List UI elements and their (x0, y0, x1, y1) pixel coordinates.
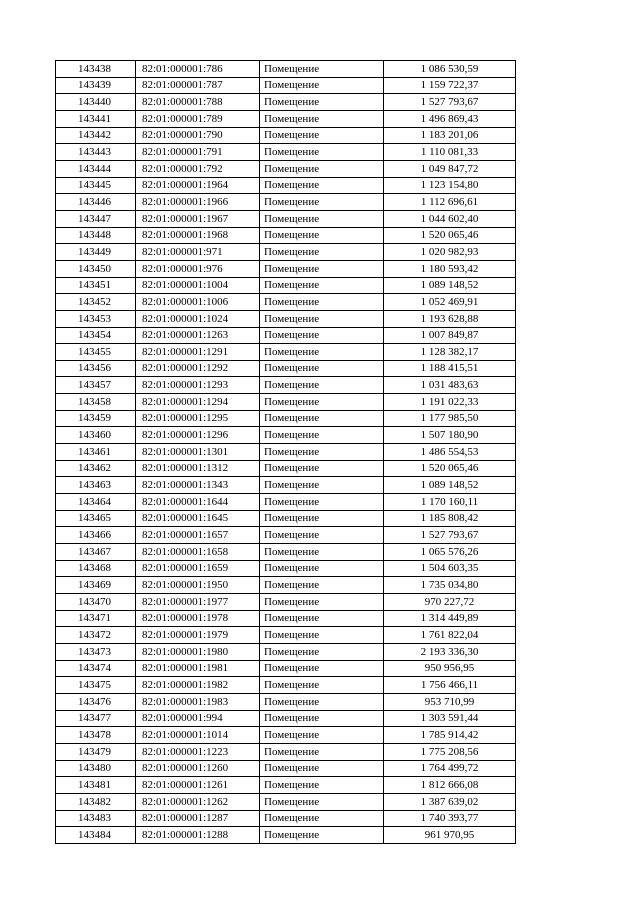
row-number-cell: 143439 (56, 77, 136, 94)
table-row (56, 827, 516, 844)
row-number-cell: 143440 (56, 94, 136, 111)
table-row (56, 77, 516, 94)
row-number-cell: 143461 (56, 444, 136, 461)
table-row (56, 727, 516, 744)
cadastral-value-cell: 1 303 591,44 (384, 710, 516, 727)
cadastral-value-cell: 1 089 148,52 (384, 477, 516, 494)
cadastral-value-cell: 1 183 201,06 (384, 127, 516, 144)
table-row (56, 777, 516, 794)
cadastral-value-cell: 1 740 393,77 (384, 810, 516, 827)
object-type-cell: Помещение (260, 577, 384, 594)
table-row (56, 210, 516, 227)
object-type-cell: Помещение (260, 327, 384, 344)
row-number-cell: 143472 (56, 627, 136, 644)
object-type-cell: Помещение (260, 177, 384, 194)
cadastral-value-cell: 1 031 483,63 (384, 377, 516, 394)
cadastral-number-cell: 82:01:000001:1014 (136, 727, 260, 744)
table-row (56, 660, 516, 677)
cadastral-value-cell: 1 775 208,56 (384, 743, 516, 760)
cadastral-value-cell: 1 756 466,11 (384, 677, 516, 694)
table-row (56, 160, 516, 177)
cadastral-number-cell: 82:01:000001:971 (136, 244, 260, 261)
object-type-cell: Помещение (260, 560, 384, 577)
object-type-cell: Помещение (260, 77, 384, 94)
object-type-cell: Помещение (260, 427, 384, 444)
cadastral-number-cell: 82:01:000001:1261 (136, 777, 260, 794)
cadastral-value-cell: 1 089 148,52 (384, 277, 516, 294)
cadastral-number-cell: 82:01:000001:1288 (136, 827, 260, 844)
cadastral-number-cell: 82:01:000001:1966 (136, 194, 260, 211)
row-number-cell: 143473 (56, 643, 136, 660)
object-type-cell: Помещение (260, 494, 384, 511)
object-type-cell: Помещение (260, 527, 384, 544)
cadastral-value-cell: 1 387 639,02 (384, 793, 516, 810)
cadastral-value-cell: 1 520 065,46 (384, 460, 516, 477)
cadastral-value-cell: 1 065 576,26 (384, 544, 516, 561)
cadastral-number-cell: 82:01:000001:1292 (136, 360, 260, 377)
cadastral-value-cell: 1 735 034,80 (384, 577, 516, 594)
object-type-cell: Помещение (260, 460, 384, 477)
table-row (56, 177, 516, 194)
cadastral-number-cell: 82:01:000001:1981 (136, 660, 260, 677)
row-number-cell: 143474 (56, 660, 136, 677)
object-type-cell: Помещение (260, 594, 384, 611)
object-type-cell: Помещение (260, 194, 384, 211)
row-number-cell: 143453 (56, 310, 136, 327)
cadastral-number-cell: 82:01:000001:1343 (136, 477, 260, 494)
cadastral-number-cell: 82:01:000001:786 (136, 61, 260, 78)
row-number-cell: 143480 (56, 760, 136, 777)
cadastral-value-cell: 1 507 180,90 (384, 427, 516, 444)
row-number-cell: 143452 (56, 294, 136, 311)
object-type-cell: Помещение (260, 410, 384, 427)
cadastral-number-cell: 82:01:000001:1006 (136, 294, 260, 311)
row-number-cell: 143456 (56, 360, 136, 377)
cadastral-number-cell: 82:01:000001:792 (136, 160, 260, 177)
cadastral-value-cell: 1 188 415,51 (384, 360, 516, 377)
row-number-cell: 143448 (56, 227, 136, 244)
table-row (56, 377, 516, 394)
cadastral-number-cell: 82:01:000001:1657 (136, 527, 260, 544)
table-row (56, 127, 516, 144)
row-number-cell: 143460 (56, 427, 136, 444)
cadastral-number-cell: 82:01:000001:976 (136, 260, 260, 277)
row-number-cell: 143438 (56, 61, 136, 78)
row-number-cell: 143481 (56, 777, 136, 794)
object-type-cell: Помещение (260, 477, 384, 494)
row-number-cell: 143445 (56, 177, 136, 194)
object-type-cell: Помещение (260, 127, 384, 144)
table-row (56, 810, 516, 827)
cadastral-value-cell: 953 710,99 (384, 693, 516, 710)
table-row (56, 643, 516, 660)
table-row (56, 277, 516, 294)
object-type-cell: Помещение (260, 743, 384, 760)
object-type-cell: Помещение (260, 693, 384, 710)
object-type-cell: Помещение (260, 510, 384, 527)
row-number-cell: 143450 (56, 260, 136, 277)
object-type-cell: Помещение (260, 227, 384, 244)
table-row (56, 410, 516, 427)
cadastral-number-cell: 82:01:000001:1644 (136, 494, 260, 511)
table-row (56, 544, 516, 561)
row-number-cell: 143466 (56, 527, 136, 544)
object-type-cell: Помещение (260, 377, 384, 394)
row-number-cell: 143478 (56, 727, 136, 744)
cadastral-number-cell: 82:01:000001:1295 (136, 410, 260, 427)
table-row (56, 427, 516, 444)
row-number-cell: 143465 (56, 510, 136, 527)
cadastral-value-cell: 1 128 382,17 (384, 344, 516, 361)
table-row (56, 693, 516, 710)
cadastral-number-cell: 82:01:000001:788 (136, 94, 260, 111)
table-row (56, 760, 516, 777)
cadastral-number-cell: 82:01:000001:1977 (136, 594, 260, 611)
cadastral-number-cell: 82:01:000001:787 (136, 77, 260, 94)
cadastral-value-cell: 1 049 847,72 (384, 160, 516, 177)
cadastral-value-cell: 1 496 869,43 (384, 110, 516, 127)
table-row (56, 627, 516, 644)
object-type-cell: Помещение (260, 61, 384, 78)
row-number-cell: 143441 (56, 110, 136, 127)
cadastral-number-cell: 82:01:000001:1983 (136, 693, 260, 710)
table-row (56, 144, 516, 161)
row-number-cell: 143443 (56, 144, 136, 161)
table-row (56, 194, 516, 211)
cadastral-value-table (55, 60, 516, 844)
cadastral-value-cell: 1 486 554,53 (384, 444, 516, 461)
table-row (56, 610, 516, 627)
object-type-cell: Помещение (260, 210, 384, 227)
row-number-cell: 143446 (56, 194, 136, 211)
cadastral-value-cell: 961 970,95 (384, 827, 516, 844)
table-row (56, 327, 516, 344)
object-type-cell: Помещение (260, 760, 384, 777)
object-type-cell: Помещение (260, 793, 384, 810)
cadastral-number-cell: 82:01:000001:1296 (136, 427, 260, 444)
cadastral-number-cell: 82:01:000001:1223 (136, 743, 260, 760)
object-type-cell: Помещение (260, 310, 384, 327)
table-row (56, 344, 516, 361)
table-row (56, 677, 516, 694)
row-number-cell: 143447 (56, 210, 136, 227)
object-type-cell: Помещение (260, 344, 384, 361)
cadastral-value-cell: 1 170 160,11 (384, 494, 516, 511)
cadastral-number-cell: 82:01:000001:1645 (136, 510, 260, 527)
table-row (56, 310, 516, 327)
row-number-cell: 143458 (56, 394, 136, 411)
table-row (56, 294, 516, 311)
table-row (56, 477, 516, 494)
cadastral-value-cell: 1 191 022,33 (384, 394, 516, 411)
object-type-cell: Помещение (260, 660, 384, 677)
cadastral-number-cell: 82:01:000001:789 (136, 110, 260, 127)
object-type-cell: Помещение (260, 260, 384, 277)
cadastral-number-cell: 82:01:000001:1979 (136, 627, 260, 644)
cadastral-value-cell: 1 812 666,08 (384, 777, 516, 794)
table-body (56, 61, 516, 844)
object-type-cell: Помещение (260, 110, 384, 127)
row-number-cell: 143455 (56, 344, 136, 361)
cadastral-value-cell: 1 112 696,61 (384, 194, 516, 211)
row-number-cell: 143483 (56, 810, 136, 827)
row-number-cell: 143479 (56, 743, 136, 760)
cadastral-value-cell: 1 052 469,91 (384, 294, 516, 311)
cadastral-number-cell: 82:01:000001:1004 (136, 277, 260, 294)
object-type-cell: Помещение (260, 544, 384, 561)
cadastral-value-cell: 1 193 628,88 (384, 310, 516, 327)
cadastral-number-cell: 82:01:000001:1978 (136, 610, 260, 627)
object-type-cell: Помещение (260, 277, 384, 294)
table-row (56, 710, 516, 727)
cadastral-value-cell: 1 520 065,46 (384, 227, 516, 244)
cadastral-number-cell: 82:01:000001:1950 (136, 577, 260, 594)
object-type-cell: Помещение (260, 727, 384, 744)
row-number-cell: 143457 (56, 377, 136, 394)
cadastral-number-cell: 82:01:000001:1301 (136, 444, 260, 461)
cadastral-number-cell: 82:01:000001:1262 (136, 793, 260, 810)
cadastral-number-cell: 82:01:000001:1964 (136, 177, 260, 194)
cadastral-value-cell: 2 193 336,30 (384, 643, 516, 660)
cadastral-number-cell: 82:01:000001:1291 (136, 344, 260, 361)
object-type-cell: Помещение (260, 360, 384, 377)
cadastral-value-cell: 1 527 793,67 (384, 94, 516, 111)
table-row (56, 394, 516, 411)
cadastral-number-cell: 82:01:000001:1659 (136, 560, 260, 577)
table-row (56, 110, 516, 127)
object-type-cell: Помещение (260, 677, 384, 694)
cadastral-value-cell: 1 020 982,93 (384, 244, 516, 261)
cadastral-number-cell: 82:01:000001:1967 (136, 210, 260, 227)
row-number-cell: 143462 (56, 460, 136, 477)
cadastral-value-cell: 1 044 602,40 (384, 210, 516, 227)
table-row (56, 227, 516, 244)
row-number-cell: 143464 (56, 494, 136, 511)
row-number-cell: 143444 (56, 160, 136, 177)
cadastral-number-cell: 82:01:000001:1658 (136, 544, 260, 561)
row-number-cell: 143477 (56, 710, 136, 727)
table-row (56, 577, 516, 594)
object-type-cell: Помещение (260, 777, 384, 794)
table-row (56, 494, 516, 511)
table-row (56, 594, 516, 611)
object-type-cell: Помещение (260, 94, 384, 111)
row-number-cell: 143468 (56, 560, 136, 577)
cadastral-number-cell: 82:01:000001:1287 (136, 810, 260, 827)
cadastral-value-cell: 1 180 593,42 (384, 260, 516, 277)
cadastral-value-cell: 1 185 808,42 (384, 510, 516, 527)
row-number-cell: 143475 (56, 677, 136, 694)
row-number-cell: 143459 (56, 410, 136, 427)
object-type-cell: Помещение (260, 144, 384, 161)
cadastral-number-cell: 82:01:000001:1312 (136, 460, 260, 477)
row-number-cell: 143484 (56, 827, 136, 844)
cadastral-value-cell: 950 956,95 (384, 660, 516, 677)
cadastral-number-cell: 82:01:000001:1968 (136, 227, 260, 244)
cadastral-value-cell: 1 527 793,67 (384, 527, 516, 544)
table-row (56, 244, 516, 261)
cadastral-value-cell: 1 086 530,59 (384, 61, 516, 78)
cadastral-value-cell: 1 007 849,87 (384, 327, 516, 344)
cadastral-value-cell: 1 314 449,89 (384, 610, 516, 627)
object-type-cell: Помещение (260, 827, 384, 844)
cadastral-number-cell: 82:01:000001:1260 (136, 760, 260, 777)
table-row (56, 444, 516, 461)
table-row (56, 743, 516, 760)
cadastral-value-cell: 1 504 603,35 (384, 560, 516, 577)
row-number-cell: 143471 (56, 610, 136, 627)
row-number-cell: 143476 (56, 693, 136, 710)
cadastral-number-cell: 82:01:000001:1263 (136, 327, 260, 344)
table-row (56, 260, 516, 277)
cadastral-value-cell: 1 761 822,04 (384, 627, 516, 644)
object-type-cell: Помещение (260, 627, 384, 644)
object-type-cell: Помещение (260, 710, 384, 727)
table-row (56, 527, 516, 544)
row-number-cell: 143469 (56, 577, 136, 594)
cadastral-number-cell: 82:01:000001:1980 (136, 643, 260, 660)
cadastral-value-cell: 1 764 499,72 (384, 760, 516, 777)
row-number-cell: 143470 (56, 594, 136, 611)
table-row (56, 560, 516, 577)
row-number-cell: 143467 (56, 544, 136, 561)
row-number-cell: 143451 (56, 277, 136, 294)
cadastral-value-cell: 970 227,72 (384, 594, 516, 611)
cadastral-number-cell: 82:01:000001:1024 (136, 310, 260, 327)
table-row (56, 793, 516, 810)
object-type-cell: Помещение (260, 810, 384, 827)
object-type-cell: Помещение (260, 294, 384, 311)
table-row (56, 94, 516, 111)
cadastral-value-cell: 1 159 722,37 (384, 77, 516, 94)
row-number-cell: 143442 (56, 127, 136, 144)
table-row (56, 61, 516, 78)
cadastral-value-cell: 1 177 985,50 (384, 410, 516, 427)
cadastral-number-cell: 82:01:000001:1293 (136, 377, 260, 394)
row-number-cell: 143463 (56, 477, 136, 494)
table-row (56, 460, 516, 477)
table-row (56, 510, 516, 527)
row-number-cell: 143482 (56, 793, 136, 810)
cadastral-value-cell: 1 123 154,80 (384, 177, 516, 194)
object-type-cell: Помещение (260, 444, 384, 461)
cadastral-number-cell: 82:01:000001:994 (136, 710, 260, 727)
object-type-cell: Помещение (260, 394, 384, 411)
object-type-cell: Помещение (260, 610, 384, 627)
cadastral-value-cell: 1 785 914,42 (384, 727, 516, 744)
cadastral-number-cell: 82:01:000001:791 (136, 144, 260, 161)
cadastral-value-cell: 1 110 081,33 (384, 144, 516, 161)
table-row (56, 360, 516, 377)
cadastral-number-cell: 82:01:000001:1294 (136, 394, 260, 411)
object-type-cell: Помещение (260, 244, 384, 261)
cadastral-number-cell: 82:01:000001:1982 (136, 677, 260, 694)
cadastral-number-cell: 82:01:000001:790 (136, 127, 260, 144)
object-type-cell: Помещение (260, 160, 384, 177)
row-number-cell: 143454 (56, 327, 136, 344)
row-number-cell: 143449 (56, 244, 136, 261)
object-type-cell: Помещение (260, 643, 384, 660)
